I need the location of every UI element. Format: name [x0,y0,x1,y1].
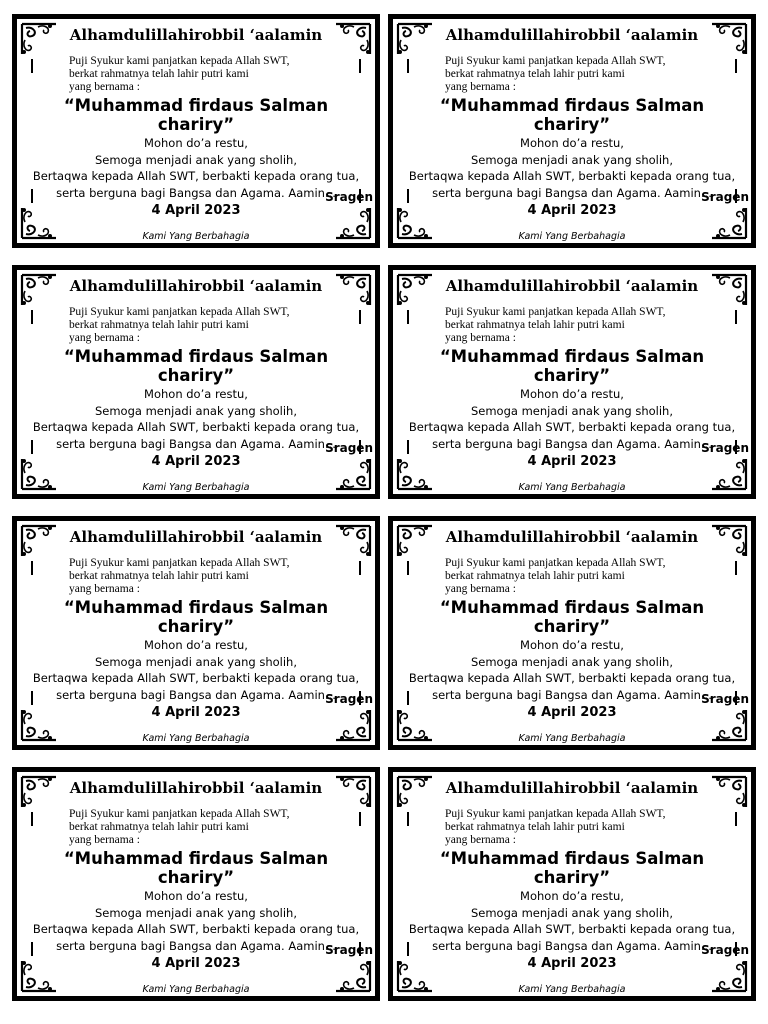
clipped-text-line [463,998,703,1001]
signoff-text: Kami Yang Berbahagia [142,984,250,995]
frame-divider [31,310,33,324]
prayer-line: Mohon do’a restu, [144,136,248,150]
intro-line: berkat rahmatnya telah lahir putri kami [69,821,249,833]
frame-divider [359,310,361,324]
place-name: Sragen [325,190,373,204]
intro-line: yang bernama : [445,834,516,846]
card-heading: Alhamdulillahirobbil ‘aalamin [445,528,699,546]
frame-divider [31,561,33,575]
prayer-line: Semoga menjadi anak yang sholih, [470,905,674,920]
intro-line: Puji Syukur kami panjatkan kepada Allah SWT, [69,55,290,67]
prayer-line: Bertaqwa kepada Allah SWT, berbakti kepada orang tua, [408,169,736,183]
intro-line: berkat rahmatnya telah lahir putri kami [445,319,625,331]
signoff-text: Kami Yang Berbahagia [142,482,250,493]
announcement-card-4 [388,265,756,499]
intro-line: berkat rahmatnya telah lahir putri kami [445,570,625,582]
card-date: 4 April 2023 [527,705,617,720]
prayer-line: Mohon do’a restu, [520,889,624,903]
child-name: “Muhammad firdaus Salman chariry” [439,347,705,385]
intro-line: Puji Syukur kami panjatkan kepada Allah SWT, [69,306,290,318]
clipped-text-line [87,496,327,499]
card-heading: Alhamdulillahirobbil ‘aalamin [69,528,323,546]
prayer-line: Mohon do’a restu, [144,638,248,652]
intro-line: berkat rahmatnya telah lahir putri kami [445,821,625,833]
card-heading: Alhamdulillahirobbil ‘aalamin [445,277,699,295]
place-name: Sragen [701,943,749,957]
prayer-line: Bertaqwa kepada Allah SWT, berbakti kepada orang tua, [408,922,736,936]
announcement-card-1 [12,14,380,248]
card-date: 4 April 2023 [151,705,241,720]
prayer-line: Semoga menjadi anak yang sholih, [94,152,298,167]
prayer-line: Semoga menjadi anak yang sholih, [94,905,298,920]
card-date: 4 April 2023 [151,956,241,971]
frame-divider [359,561,361,575]
signoff-text: Kami Yang Berbahagia [518,984,626,995]
prayer-line: Semoga menjadi anak yang sholih, [94,654,298,669]
announcement-card-5 [12,516,380,750]
announcement-card-8 [388,767,756,1001]
intro-line: Puji Syukur kami panjatkan kepada Allah SWT, [445,55,666,67]
prayer-line: Semoga menjadi anak yang sholih, [470,654,674,669]
prayer-line: Mohon do’a restu, [520,136,624,150]
place-name: Sragen [325,441,373,455]
frame-divider [735,59,737,73]
prayer-line: serta berguna bagi Bangsa dan Agama. Aamin... [432,436,712,451]
intro-text [445,55,665,94]
intro-line: berkat rahmatnya telah lahir putri kami [69,570,249,582]
card-frame [17,19,375,243]
card-frame [17,772,375,996]
card-frame [17,521,375,745]
frame-divider [407,310,409,324]
place-name: Sragen [701,692,749,706]
prayer-line: Bertaqwa kepada Allah SWT, berbakti kepada orang tua, [32,922,360,936]
announcement-card-3 [12,265,380,499]
intro-line: yang bernama : [445,81,516,93]
prayer-line: Mohon do’a restu, [520,387,624,401]
card-heading: Alhamdulillahirobbil ‘aalamin [445,26,699,44]
prayer-line: Bertaqwa kepada Allah SWT, berbakti kepada orang tua, [32,420,360,434]
intro-line: yang bernama : [69,834,140,846]
prayer-line: serta berguna bagi Bangsa dan Agama. Aamin... [432,687,712,702]
intro-line: Puji Syukur kami panjatkan kepada Allah SWT, [445,808,666,820]
frame-divider [735,310,737,324]
card-date: 4 April 2023 [151,454,241,469]
intro-line: yang bernama : [445,583,516,595]
prayer-line: Bertaqwa kepada Allah SWT, berbakti kepada orang tua, [32,671,360,685]
intro-text [445,306,665,345]
card-date: 4 April 2023 [527,203,617,218]
place-name: Sragen [701,190,749,204]
prayer-line: Mohon do’a restu, [520,638,624,652]
card-date: 4 April 2023 [527,454,617,469]
intro-text [69,808,289,847]
card-frame [393,270,751,494]
prayer-line: Bertaqwa kepada Allah SWT, berbakti kepada orang tua, [408,420,736,434]
frame-divider [735,812,737,826]
prayer-text [393,386,751,452]
frame-divider [359,59,361,73]
signoff-text: Kami Yang Berbahagia [518,733,626,744]
child-name: “Muhammad firdaus Salman chariry” [63,849,329,887]
place-name: Sragen [325,943,373,957]
prayer-line: Semoga menjadi anak yang sholih, [470,152,674,167]
intro-line: Puji Syukur kami panjatkan kepada Allah SWT, [69,808,290,820]
prayer-text [17,135,375,201]
clipped-text-line [87,747,327,750]
clipped-text-line [463,245,703,248]
intro-line: Puji Syukur kami panjatkan kepada Allah SWT, [445,306,666,318]
place-name: Sragen [701,441,749,455]
intro-line: yang bernama : [69,332,140,344]
card-heading: Alhamdulillahirobbil ‘aalamin [445,779,699,797]
clipped-text-line [87,998,327,1001]
prayer-line: Semoga menjadi anak yang sholih, [94,403,298,418]
intro-text [445,557,665,596]
prayer-line: serta berguna bagi Bangsa dan Agama. Aamin... [56,687,336,702]
prayer-line: Bertaqwa kepada Allah SWT, berbakti kepada orang tua, [408,671,736,685]
prayer-line: Mohon do’a restu, [144,387,248,401]
prayer-text [393,888,751,954]
prayer-text [17,386,375,452]
card-frame [17,270,375,494]
signoff-text: Kami Yang Berbahagia [518,231,626,242]
prayer-text [17,888,375,954]
signoff-text: Kami Yang Berbahagia [518,482,626,493]
card-heading: Alhamdulillahirobbil ‘aalamin [69,26,323,44]
intro-line: berkat rahmatnya telah lahir putri kami [69,68,249,80]
prayer-text [393,637,751,703]
card-frame [393,19,751,243]
child-name: “Muhammad firdaus Salman chariry” [439,849,705,887]
child-name: “Muhammad firdaus Salman chariry” [63,96,329,134]
card-frame [393,521,751,745]
child-name: “Muhammad firdaus Salman chariry” [63,598,329,636]
prayer-line: serta berguna bagi Bangsa dan Agama. Aamin... [432,185,712,200]
clipped-text-line [87,245,327,248]
frame-divider [407,561,409,575]
prayer-line: Mohon do’a restu, [144,889,248,903]
signoff-text: Kami Yang Berbahagia [142,733,250,744]
intro-line: yang bernama : [69,583,140,595]
frame-divider [31,59,33,73]
intro-text [69,306,289,345]
prayer-line: Bertaqwa kepada Allah SWT, berbakti kepada orang tua, [32,169,360,183]
clipped-text-line [463,496,703,499]
announcement-card-2 [388,14,756,248]
announcement-card-6 [388,516,756,750]
intro-line: Puji Syukur kami panjatkan kepada Allah SWT, [445,557,666,569]
intro-text [69,557,289,596]
intro-line: yang bernama : [445,332,516,344]
intro-line: berkat rahmatnya telah lahir putri kami [445,68,625,80]
frame-divider [31,812,33,826]
intro-text [445,808,665,847]
card-heading: Alhamdulillahirobbil ‘aalamin [69,277,323,295]
intro-text [69,55,289,94]
prayer-line: serta berguna bagi Bangsa dan Agama. Aamin... [56,938,336,953]
child-name: “Muhammad firdaus Salman chariry” [63,347,329,385]
card-frame [393,772,751,996]
child-name: “Muhammad firdaus Salman chariry” [439,598,705,636]
prayer-text [17,637,375,703]
child-name: “Muhammad firdaus Salman chariry” [439,96,705,134]
prayer-line: serta berguna bagi Bangsa dan Agama. Aamin... [432,938,712,953]
card-date: 4 April 2023 [527,956,617,971]
prayer-text [393,135,751,201]
clipped-text-line [463,747,703,750]
card-heading: Alhamdulillahirobbil ‘aalamin [69,779,323,797]
frame-divider [407,59,409,73]
place-name: Sragen [325,692,373,706]
frame-divider [735,561,737,575]
intro-line: Puji Syukur kami panjatkan kepada Allah SWT, [69,557,290,569]
prayer-line: Semoga menjadi anak yang sholih, [470,403,674,418]
frame-divider [359,812,361,826]
card-date: 4 April 2023 [151,203,241,218]
signoff-text: Kami Yang Berbahagia [142,231,250,242]
prayer-line: serta berguna bagi Bangsa dan Agama. Aamin... [56,185,336,200]
prayer-line: serta berguna bagi Bangsa dan Agama. Aamin... [56,436,336,451]
intro-line: berkat rahmatnya telah lahir putri kami [69,319,249,331]
announcement-card-7 [12,767,380,1001]
intro-line: yang bernama : [69,81,140,93]
frame-divider [407,812,409,826]
